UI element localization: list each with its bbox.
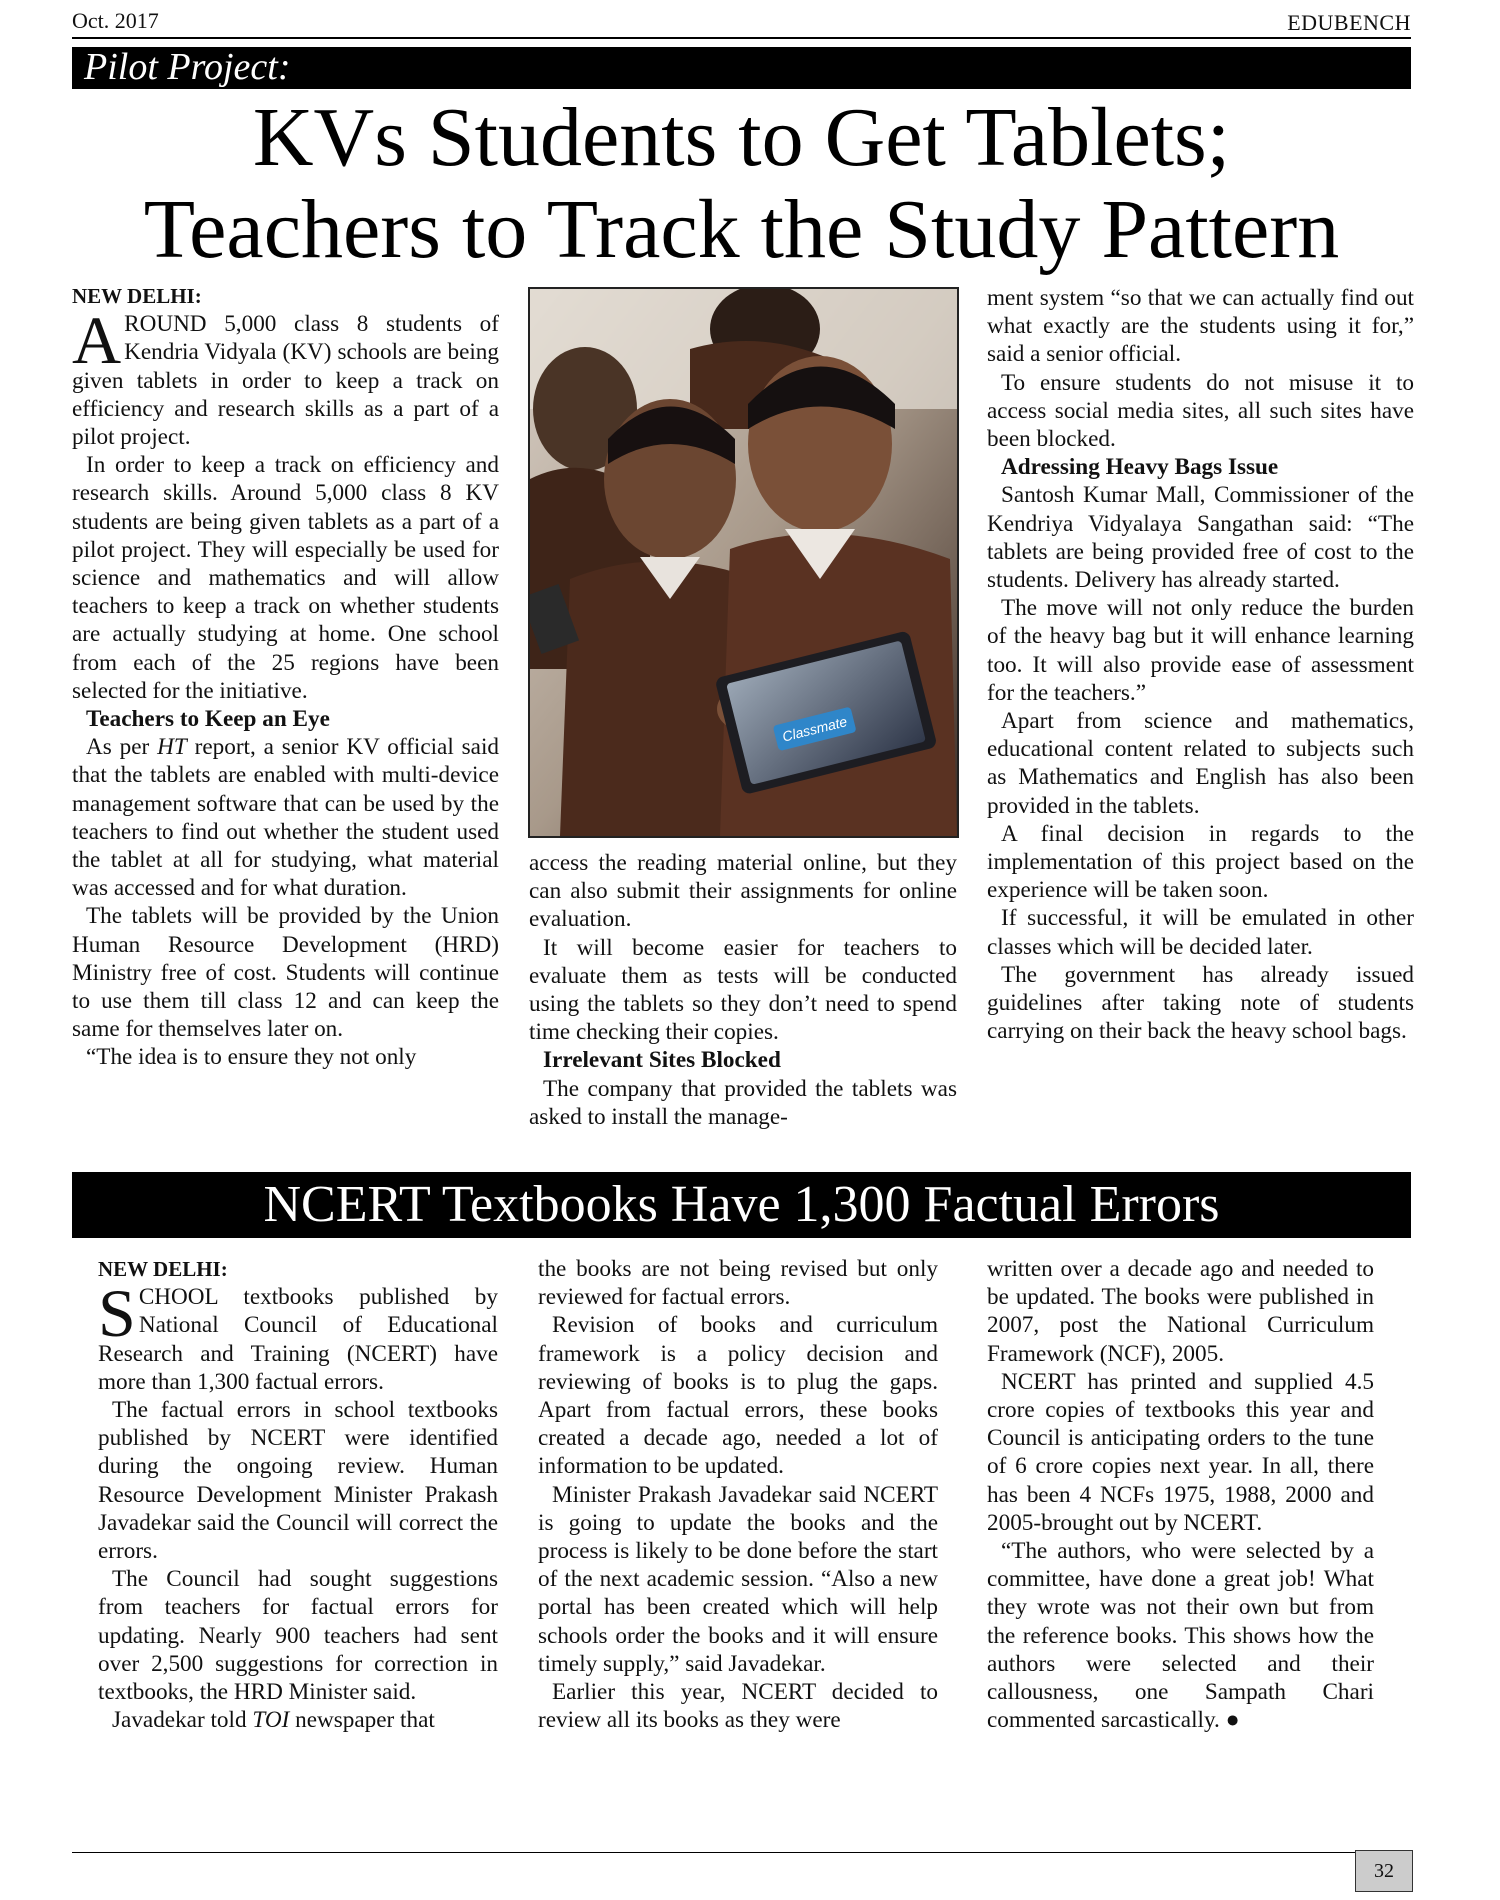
paragraph: In order to keep a track on efficiency and research skills. Around 5,000 class 8 KV students are being given tablets as a part of a pilot project. They will especially be used for science and mathematics and will allow teachers to keep a track on whether students are actually studying at home. One school from each of the 25 regions have been selected for the initiative. xyxy=(72,452,499,704)
page-number: 32 xyxy=(1355,1850,1413,1892)
article-photo xyxy=(528,287,959,838)
paragraph: “The authors, who were selected by a committee, have done a great job! What they wrote was not their own but from the reference books. This shows how the authors were selected and their callousness, one Sampath Chari commented sarcastically. ● xyxy=(987,1538,1374,1734)
paragraph: access the reading material online, but they can also submit their assignments for online evaluation. xyxy=(529,850,957,933)
paragraph: written over a decade ago and needed to be updated. The books were published in 2007, post the National Curriculum Framework (NCF), 2005. xyxy=(987,1256,1374,1367)
paragraph: NCERT has printed and supplied 4.5 crore copies of textbooks this year and Council is anticipating orders to the tune of 6 crore copies next year. In all, there has been 4 NCFs 1975, 1988, 2000 and 2005-brought out by NCERT. xyxy=(987,1368,1374,1536)
headline-line-2: Teachers to Track the Study Pattern xyxy=(143,183,1340,276)
paragraph: AROUND 5,000 class 8 students of Kendria Vidyala (KV) schools are being given tablets in order to keep a track on efficiency and research skills as a part of a pilot project. xyxy=(72,302,499,451)
paragraph: The factual errors in school textbooks published by NCERT were identified during the ongoing review. Human Resource Development Minister Prakash Javadekar said the Council will correct the errors. xyxy=(98,1397,498,1565)
paragraph: Revision of books and curriculum framework is a policy decision and reviewing of books is to plug the gaps. Apart from factual errors, these books created a decade ago, needed a lot of information to be updated. xyxy=(538,1312,938,1480)
paragraph: The Council had sought suggestions from teachers for factual errors for updating. Nearly 900 teachers had sent over 2,500 suggestions for correction in textbooks, the HRD Minister said. xyxy=(98,1566,498,1706)
paragraph: Apart from science and mathematics, educational content related to subjects such as Mathematics and English has also been provided in the tablets. xyxy=(987,708,1414,819)
subheading: Teachers to Keep an Eye xyxy=(86,706,330,733)
paragraph: “The idea is to ensure they not only xyxy=(86,1044,417,1071)
article1-column-3 xyxy=(987,284,1414,1045)
article1-column-1 xyxy=(72,282,499,1072)
tablet-logo-text: Classmate xyxy=(780,713,849,745)
paragraph: The company that provided the tablets was asked to install the manage- xyxy=(529,1075,957,1130)
paragraph: To ensure students do not misuse it to access social media sites, all such sites have been blocked. xyxy=(987,369,1414,453)
paragraph: Javadekar told TOI newspaper that xyxy=(112,1707,435,1734)
paragraph: Minister Prakash Javadekar said NCERT is going to update the books and the process is likely to be done before the start of the next academic session. “Also a new portal has been created which will help schools order the books and it will ensure timely supply,” said Javadekar. xyxy=(538,1481,938,1677)
drop-cap: S xyxy=(98,1275,136,1352)
paragraph: The government has already issued guidelines after taking note of students carrying on their back the heavy school bags. xyxy=(987,961,1414,1045)
paragraph: The tablets will be provided by the Union Human Resource Development (HRD) Ministry free of cost. Students will continue to use them till class 12 and can keep the same for themselves later on. xyxy=(72,903,499,1043)
article2-headline: NCERT Textbooks Have 1,300 Factual Errors xyxy=(263,1176,1220,1233)
headline-line-1: KVs Students to Get Tablets; xyxy=(252,91,1231,184)
paragraph: Earlier this year, NCERT decided to review all its books as they were xyxy=(538,1679,938,1734)
publication-name: EDUBENCH xyxy=(1287,10,1411,35)
header-rule xyxy=(72,37,1411,39)
paragraph: It will become easier for teachers to evaluate them as tests will be conducted using the tablets so they don’t need to spend time checking their copies. xyxy=(529,934,957,1046)
article2-column-2 xyxy=(538,1255,938,1734)
paragraph: ment system “so that we can actually find out what exactly are the students using it for,” said a senior official. xyxy=(987,285,1414,368)
subheading: Irrelevant Sites Blocked xyxy=(543,1047,781,1074)
article-kicker: Pilot Project: xyxy=(84,46,291,88)
paragraph: If successful, it will be emulated in other classes which will be decided later. xyxy=(987,905,1414,960)
paragraph: The move will not only reduce the burden of the heavy bag but it will enhance learning too. It will also provide ease of assessment for the teachers.” xyxy=(987,595,1414,706)
article2-column-1 xyxy=(98,1255,498,1734)
article-headline xyxy=(72,92,1411,276)
paragraph: Santosh Kumar Mall, Commissioner of the Kendriya Vidyalaya Sangathan said: “The tablets are being provided free of cost to the students. Delivery has already started. xyxy=(987,482,1414,594)
article1-column-2 xyxy=(529,849,957,1131)
drop-cap: A xyxy=(72,302,122,379)
article2-column-3 xyxy=(987,1255,1374,1734)
paragraph: A final decision in regards to the implementation of this project based on the experience will be taken soon. xyxy=(987,820,1414,904)
paragraph: As per HT report, a senior KV official said that the tablets are enabled with multi-device management software that can be used by the teachers to find out whether the student used the tablet at all for studying, what material was accessed and for what duration. xyxy=(72,734,499,902)
paragraph: SCHOOL textbooks published by National Council of Educational Research and Training (NCERT) have more than 1,300 factual errors. xyxy=(98,1275,498,1395)
paragraph: the books are not being revised but only reviewed for factual errors. xyxy=(538,1256,938,1311)
subheading: Adressing Heavy Bags Issue xyxy=(1001,454,1279,481)
dateline: NEW DELHI: xyxy=(98,1257,228,1281)
students-with-tablet-photo xyxy=(530,289,957,836)
footer-rule xyxy=(72,1852,1411,1853)
issue-date: Oct. 2017 xyxy=(72,8,159,33)
dateline: NEW DELHI: xyxy=(72,284,202,308)
